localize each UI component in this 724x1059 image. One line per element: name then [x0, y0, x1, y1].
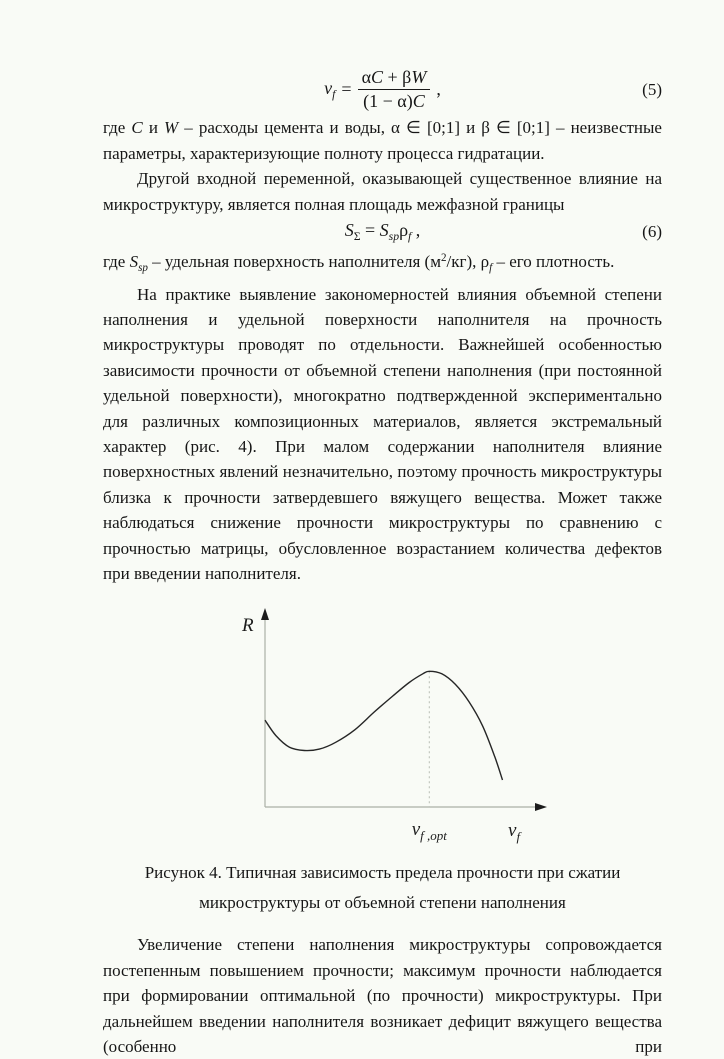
eq5-lhs: $v_f$	[324, 78, 336, 102]
figure-caption	[103, 858, 662, 918]
y-axis-label: R	[242, 615, 254, 637]
eq5-denominator: (1 − α)C	[363, 91, 425, 112]
eq5-equals-sign: =	[341, 79, 352, 100]
equation-6-body: $S_\Sigma = S_{sp}\rho_f$ ,	[344, 220, 421, 244]
equation-5-number: (5)	[642, 79, 662, 99]
eq5-numerator: αC + βW	[358, 67, 431, 90]
equation-5-body	[149, 67, 616, 112]
eq5-comma: ,	[436, 79, 441, 100]
equation-5	[103, 67, 662, 112]
paragraph-where-cw: где C и W – расходы цемента и воды, α ∈ [0;1] и β ∈ [0;1] – неизвестные параметры, характеризующие полноту процесса гидратации.	[103, 118, 662, 163]
strength-vs-filling-chart	[230, 602, 570, 852]
figure-caption-line-1: Рисунок 4. Типичная зависимость предела прочности при сжатии	[144, 863, 621, 883]
x-opt-label: $v_{f ,opt}$	[411, 819, 447, 844]
figure-caption-line-2: микроструктуры от объемной степени наполнения	[199, 893, 566, 913]
paragraph-where-ssp: где $S_{sp}$ – удельная поверхность наполнителя $(м^2/кг)$, $\rho_f$ – его плотность.	[103, 252, 615, 275]
equation-6	[103, 220, 662, 243]
x-axis-label: $v_f$	[508, 820, 521, 845]
eq5-fraction	[358, 67, 431, 112]
y-axis-arrow-icon	[261, 608, 269, 620]
equation-6-number: (6)	[642, 221, 662, 241]
strength-curve	[265, 672, 503, 781]
x-axis-arrow-icon	[535, 803, 547, 811]
paragraph-other-variable: Другой входной переменной, оказывающей существенное влияние на микроструктуру, является полная площадь межфазной границы	[103, 169, 662, 214]
paragraph-practice: На практике выявление закономерностей влияния объемной степени наполнения и удельной поверхности наполнителя на прочность микроструктуры проводят по отдельности. Важнейшей особенностью зависимости прочности от объемной степени наполнения (при постоянной удельной поверхности), многократно подтвержденной экспериментально для различных композиционных материалов, является экстремальный характер (рис. 4). При малом содержании наполнителя влияние поверхностных явлений незначительно, поэтому прочность микроструктуры близка к прочности затвердевшего вяжущего вещества. Может также наблюдаться снижение прочности микроструктуры по сравнению с прочностью матрицы, обусловленное возрастанием количества дефектов при введении наполнителя.	[103, 284, 662, 583]
figure-4	[230, 602, 570, 852]
paragraph-increase-filling: Увеличение степени наполнения микроструктуры сопровождается постепенным повышением прочности; максимум прочности наблюдается при формировании оптимальной (по прочности) микроструктуры. При дальнейшем введении наполнителя возникает дефицит вяжущего вещества (особенно при	[103, 935, 662, 1057]
